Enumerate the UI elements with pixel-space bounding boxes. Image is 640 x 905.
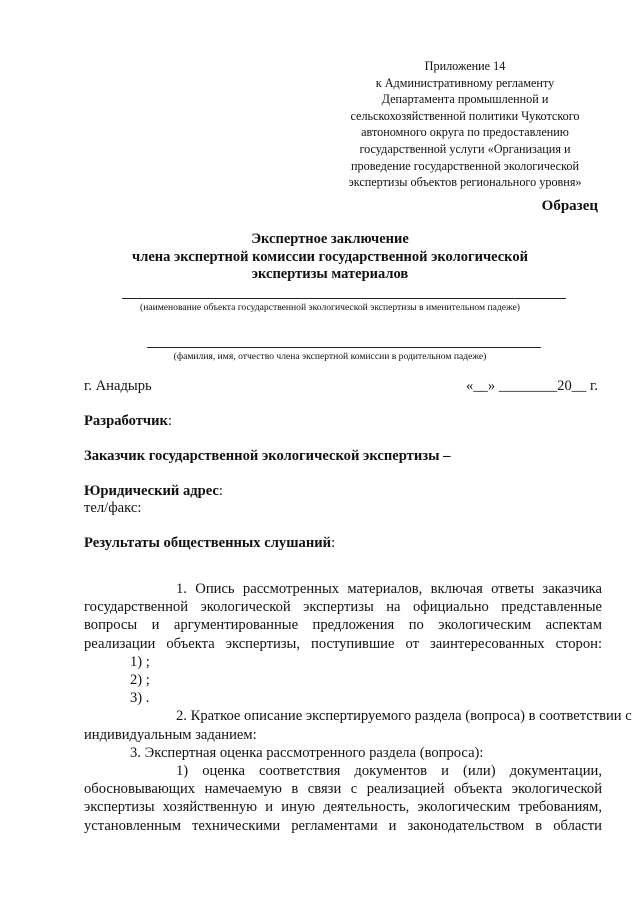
developer-label: Разработчик xyxy=(84,413,168,429)
sub-item-1: 1) ; xyxy=(130,653,150,670)
sample-label: Образец xyxy=(541,198,598,214)
annex-header xyxy=(330,58,600,191)
date-placeholder: «__» ________20__ г. xyxy=(465,378,598,394)
legal-address-field xyxy=(84,483,223,500)
annex-line: государственной услуги «Организация и xyxy=(359,141,571,156)
customer-label: Заказчик государственной экологической экспертизы – xyxy=(84,448,451,464)
legal-address-colon: : xyxy=(218,483,223,499)
item2-line: 2. Краткое описание экспертируемого раздела (вопроса) в соответствии с xyxy=(176,708,632,725)
developer-colon: : xyxy=(167,413,172,429)
developer-field xyxy=(84,413,172,430)
annex-line: к Административному регламенту xyxy=(375,75,555,90)
expert-name-caption: (фамилия, имя, отчество члена экспертной комиссии в родительном падеже) xyxy=(173,351,487,362)
item3-1-line: установленным техническими регламентами и законодательством в области xyxy=(84,817,602,834)
title-line: члена экспертной комиссии государственной экологической xyxy=(132,248,528,265)
annex-line: сельскохозяйственной политики Чукотского xyxy=(350,108,580,123)
item3-1-line: 1) оценка соответствия документов и (или) документации, xyxy=(176,763,602,780)
annex-line: Приложение 14 xyxy=(424,59,506,73)
item3-heading: 3. Экспертная оценка рассмотренного раздела (вопроса): xyxy=(130,744,484,761)
item3-1-line: обосновывающих намечаемую в связи с реализацией объекта экологической xyxy=(84,781,602,798)
sub-item-2: 2) ; xyxy=(130,672,150,689)
item2-line: индивидуальным заданием: xyxy=(84,726,257,743)
hearings-label: Результаты общественных слушаний xyxy=(84,535,332,551)
phone-fax-label: тел/факс: xyxy=(84,500,142,516)
item3-1-line: экспертизы хозяйственную и иную деятельность, экологическим требованиям, xyxy=(84,799,602,816)
item1-line: 1. Опись рассмотренных материалов, включая ответы заказчика xyxy=(176,581,602,597)
sub-item-3: 3) . xyxy=(130,690,150,707)
annex-line: проведение государственной экологической xyxy=(351,158,579,173)
legal-address-label: Юридический адрес xyxy=(84,483,219,499)
hearings-field xyxy=(84,535,335,552)
object-name-caption: (наименование объекта государственной экологической экспертизы в именительном падеже) xyxy=(140,302,520,313)
document-title xyxy=(60,231,600,284)
annex-line: Департамента промышленной и xyxy=(381,92,549,107)
city: г. Анадырь xyxy=(84,378,152,394)
document-body xyxy=(84,580,632,835)
title-line: Экспертное заключение xyxy=(251,231,409,247)
expert-name-line xyxy=(147,347,541,348)
item1-line: государственной экологической экспертизы на официально представленные xyxy=(84,599,602,616)
item1-line: вопросы и аргументированные предложения по экологическим аспектам xyxy=(84,617,602,634)
annex-line: экспертизы объектов регионального уровня» xyxy=(348,175,582,190)
annex-line: автономного округа по предоставлению xyxy=(361,125,569,140)
title-line: экспертизы материалов xyxy=(251,266,409,282)
hearings-colon: : xyxy=(331,535,336,551)
item1-line: реализации объекта экспертизы, поступившие от заинтересованных сторон: xyxy=(84,635,602,652)
object-name-line xyxy=(122,298,566,299)
